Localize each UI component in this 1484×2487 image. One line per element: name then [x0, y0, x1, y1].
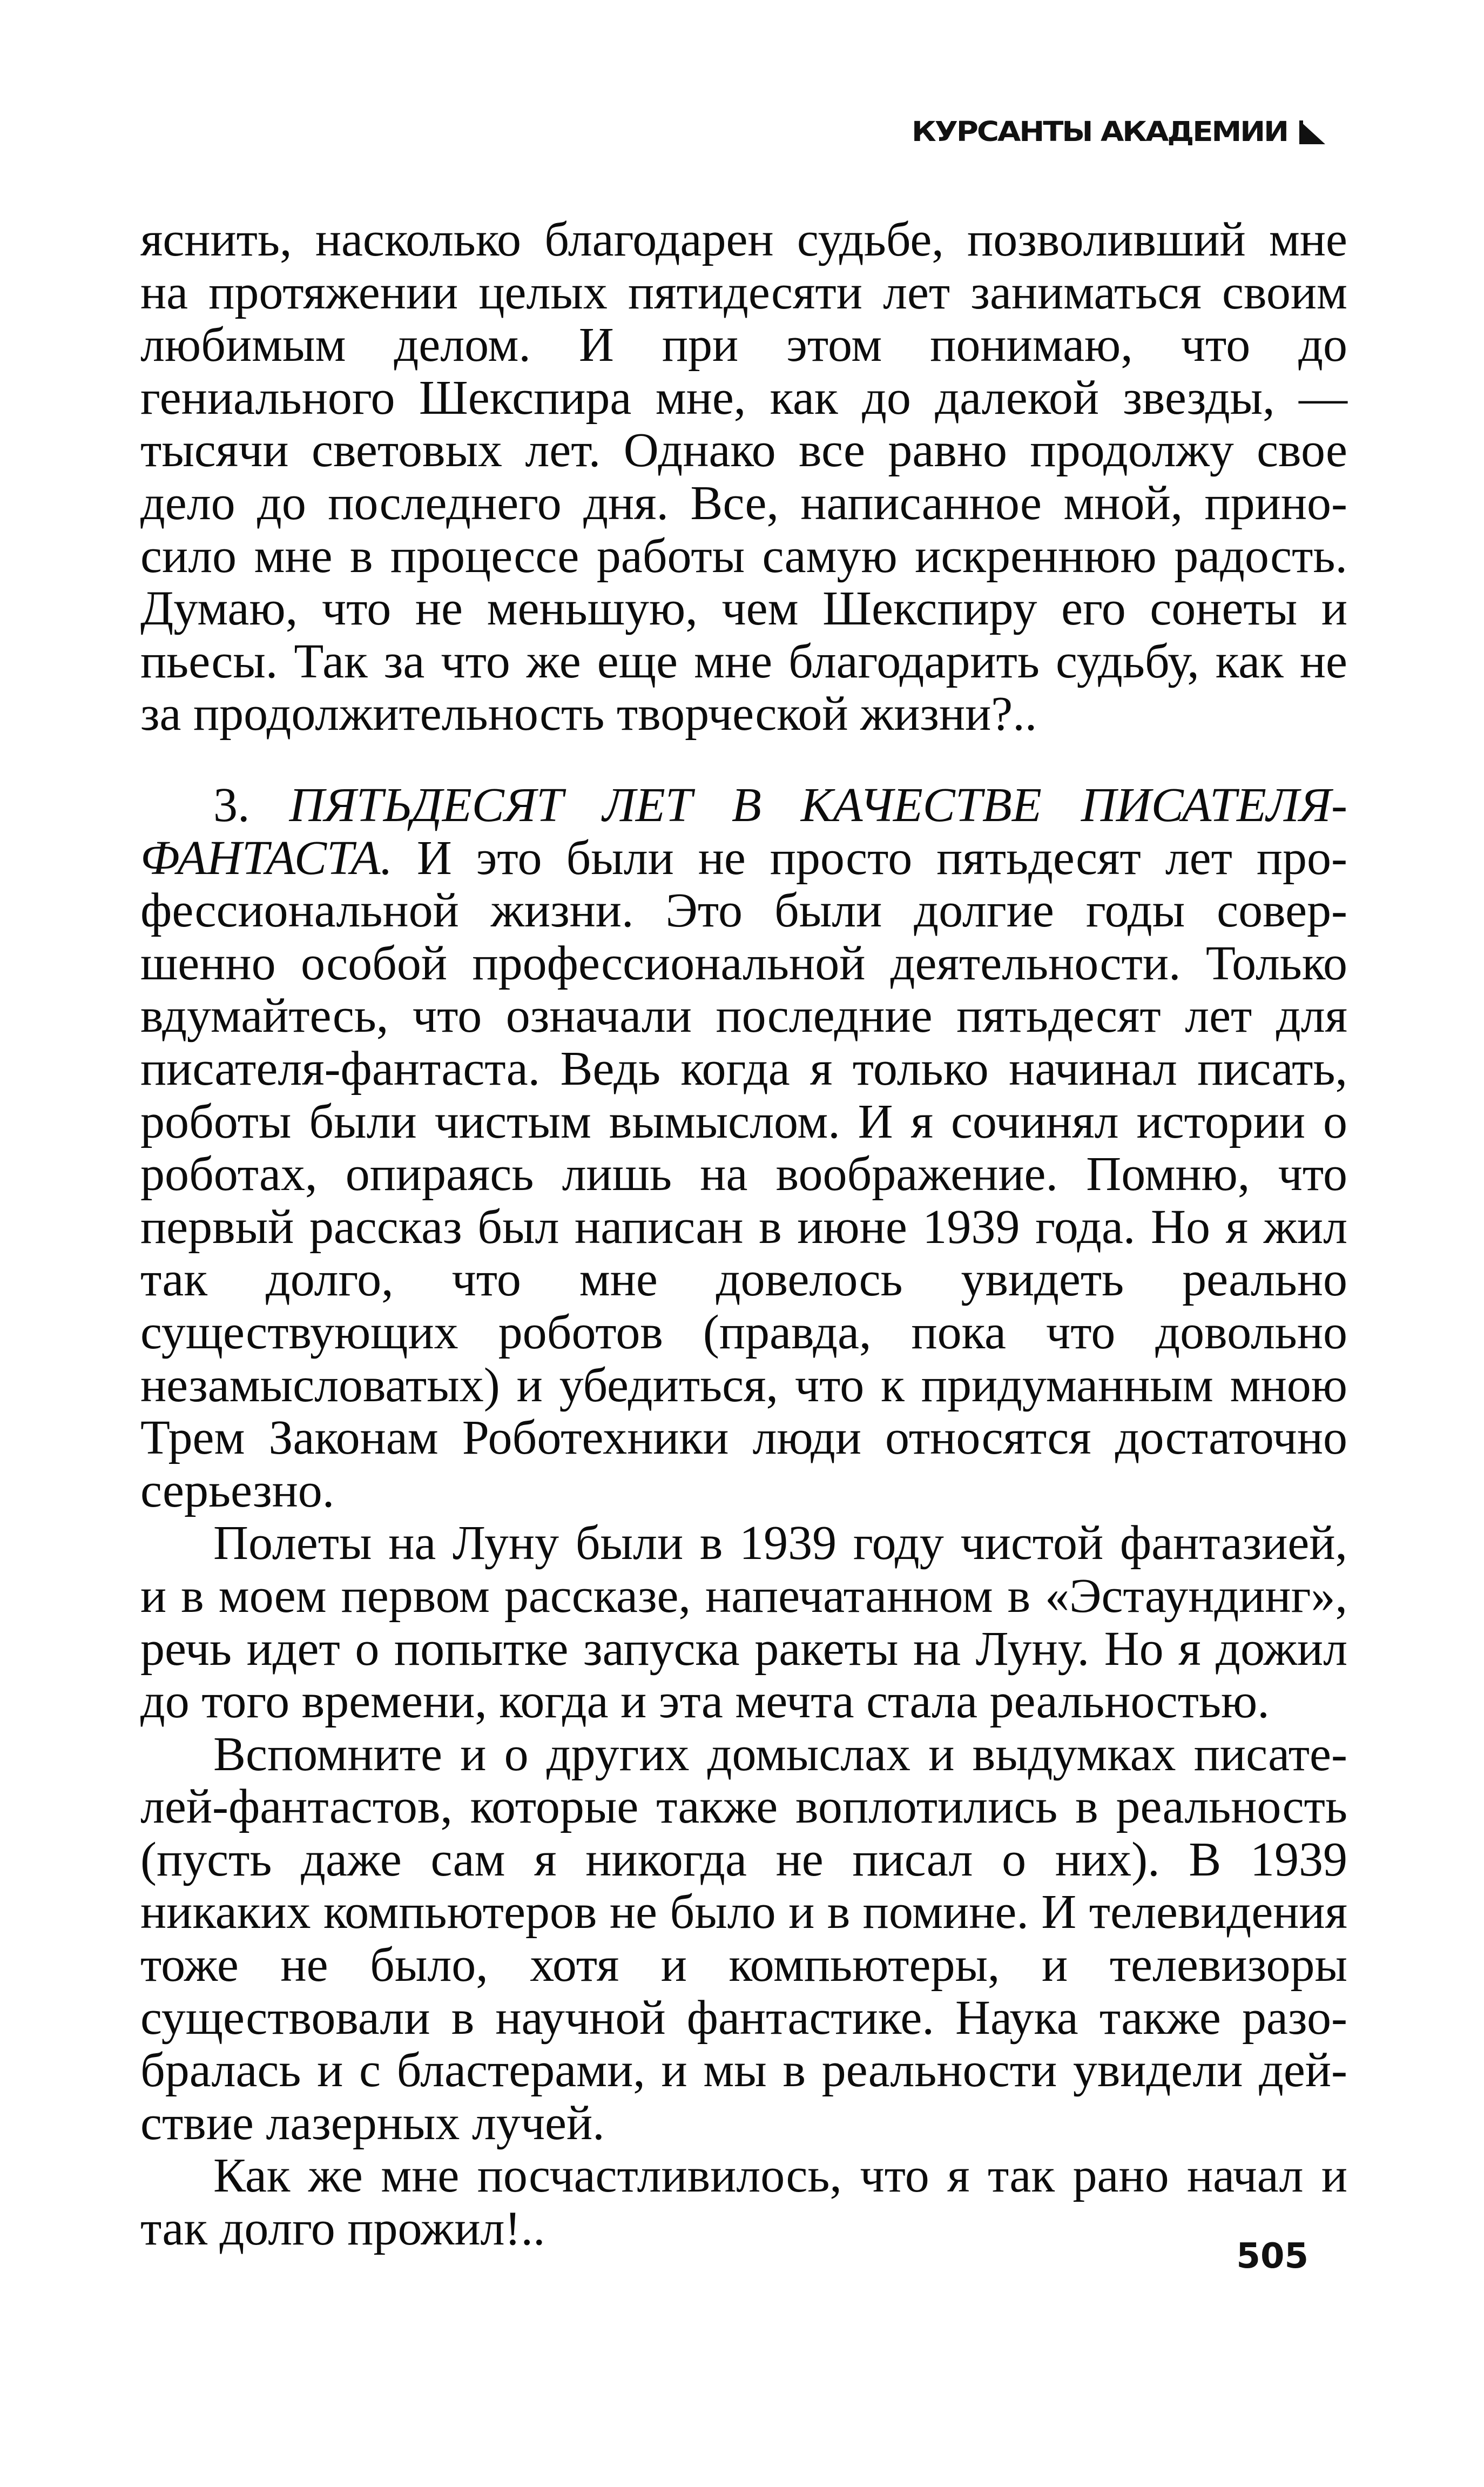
running-header — [912, 115, 1327, 150]
section-text: И это были не просто пятьдесят лет профессиональной жизни. Это были долгие годы совершенно особой профессиональной деятельности. Только вдумайтесь, что означали последние пятьдесят лет для писателя-фантаста. Ведь когда я только начинал писать, роботы были чистым вымыслом. И я сочинял истории о роботах, опираясь лишь на воображение. Помню, что первый рассказ был написан в июне 1939 года. Но я жил так долго, что мне довелось увидеть реально существующих роботов (правда, пока что довольно незамысловатых) и убедиться, что к придуманным мною Трем Законам Роботехники люди относятся достаточно серьезно. — [140, 831, 1347, 1517]
intro-paragraph: яснить, насколько благодарен судьбе, позволивший мне на протяжении целых пятидесяти лет заниматься своим любимым делом. И при этом понимаю, что до гениального Шекспира мне, как до далекой звезды, — тысячи световых лет. Однако все равно продолжу свое дело до последнего дня. Все, написанное мной, приносило мне в процессе работы самую искреннюю радость. Думаю, что не меньшую, чем Шекспиру его сонеты и пьесы. Так за что же еще мне благодарить судьбу, как не за продолжительность творческой жизни?.. — [140, 213, 1347, 741]
paragraph-moon: Полеты на Луну были в 1939 году чистой фантазией, и в моем первом рассказе, напечатанном в «Эстаундинг», речь идет о попытке запуска ракеты на Луну. Но я дожил до того времени, когда и эта мечта стала реальностью. — [140, 1516, 1347, 1729]
section-number: 3. — [213, 778, 250, 832]
page-number: 505 — [1236, 2236, 1308, 2276]
section-text-block — [140, 779, 1347, 2255]
corner-triangle-icon — [1297, 118, 1327, 146]
intro-text-block — [140, 213, 1347, 741]
paragraph-inventions: Вспомните и о других домыслах и выдумках писателей-фантастов, которые также воплотились в реальность (пусть даже сам я никогда не писал о них). В 1939 никаких компьютеров не было и в помине. И телевидения тоже не было, хотя и компьютеры, и телевизоры существовали в научной фантастике. Наука также разобралась и с бластерами, и мы в реальности увидели действие лазерных лучей. — [140, 1727, 1347, 2150]
running-title: КУРСАНТЫ АКАДЕМИИ — [911, 116, 1287, 148]
section-paragraph — [140, 779, 1347, 1517]
section-title: ПЯТЬДЕСЯТ ЛЕТ В КАЧЕСТВЕ ПИСАТЕЛЯ-ФАНТАСТА. — [140, 778, 1348, 885]
paragraph-closing: Как же мне посчастливилось, что я так рано начал и так долго прожил!.. — [140, 2149, 1347, 2256]
